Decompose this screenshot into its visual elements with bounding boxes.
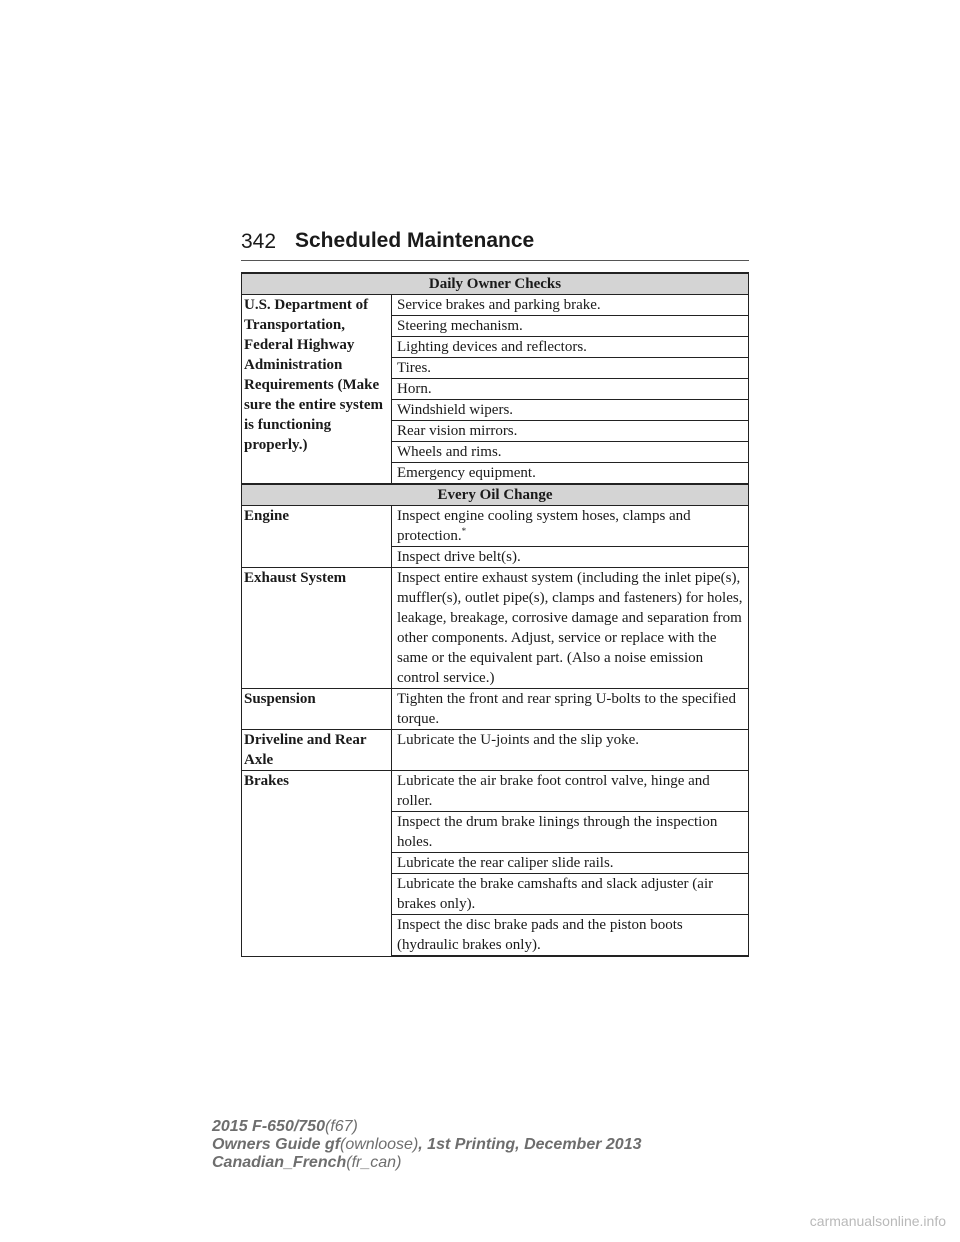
category-label: Exhaust System <box>242 568 392 689</box>
list-item: Service brakes and parking brake. <box>392 295 749 316</box>
list-item: Wheels and rims. <box>392 442 749 463</box>
every-oil-change-table <box>241 483 749 957</box>
table-heading: Daily Owner Checks <box>242 273 749 295</box>
list-item: Lubricate the brake camshafts and slack adjuster (air brakes only). <box>392 874 749 915</box>
page-number: 342 <box>241 230 277 253</box>
category-label: Driveline and Rear Axle <box>242 730 392 771</box>
list-item: Windshield wipers. <box>392 400 749 421</box>
list-item: Inspect entire exhaust system (including the inlet pipe(s), muffler(s), outlet pipe(s), clamps and fasteners) for holes, leakage, breakage, corrosive damage and separation from other components. Adjust, service or replace with the same or the equivalent part. (Also a noise emission control service.) <box>392 568 749 689</box>
list-item: Emergency equipment. <box>392 463 749 485</box>
section-title: Scheduled Maintenance <box>295 229 535 252</box>
list-item: Tires. <box>392 358 749 379</box>
table-heading: Every Oil Change <box>242 484 749 506</box>
list-item: Lighting devices and reflectors. <box>392 337 749 358</box>
list-item: Lubricate the air brake foot control valve, hinge and roller. <box>392 771 749 812</box>
list-item: Inspect the drum brake linings through the inspection holes. <box>392 812 749 853</box>
footnote-marker: * <box>461 526 467 536</box>
list-item: Horn. <box>392 379 749 400</box>
document-footer: 2015 F-650/750(f67) Owners Guide gf(ownloose), 1st Printing, December 2013 Canadian_French(fr_can) <box>212 1118 642 1171</box>
list-item: Tighten the front and rear spring U-bolts to the specified torque. <box>392 689 749 730</box>
category-label: Engine <box>242 506 392 568</box>
list-item: Lubricate the U-joints and the slip yoke. <box>392 730 749 771</box>
list-item: Inspect the disc brake pads and the piston boots (hydraulic brakes only). <box>392 915 749 957</box>
list-item: Steering mechanism. <box>392 316 749 337</box>
daily-owner-checks-table <box>241 272 749 485</box>
list-item: Lubricate the rear caliper slide rails. <box>392 853 749 874</box>
list-item: Inspect drive belt(s). <box>392 547 749 568</box>
page-header <box>241 228 749 261</box>
category-label: U.S. Department of Transportation, Federal Highway Administration Requirements (Make sure the entire system is functioning properly.) <box>242 295 392 485</box>
list-item: Inspect engine cooling system hoses, clamps and protection.* <box>392 506 749 547</box>
category-label: Suspension <box>242 689 392 730</box>
list-item: Rear vision mirrors. <box>392 421 749 442</box>
watermark: carmanualsonline.info <box>809 1213 946 1229</box>
category-label: Brakes <box>242 771 392 957</box>
